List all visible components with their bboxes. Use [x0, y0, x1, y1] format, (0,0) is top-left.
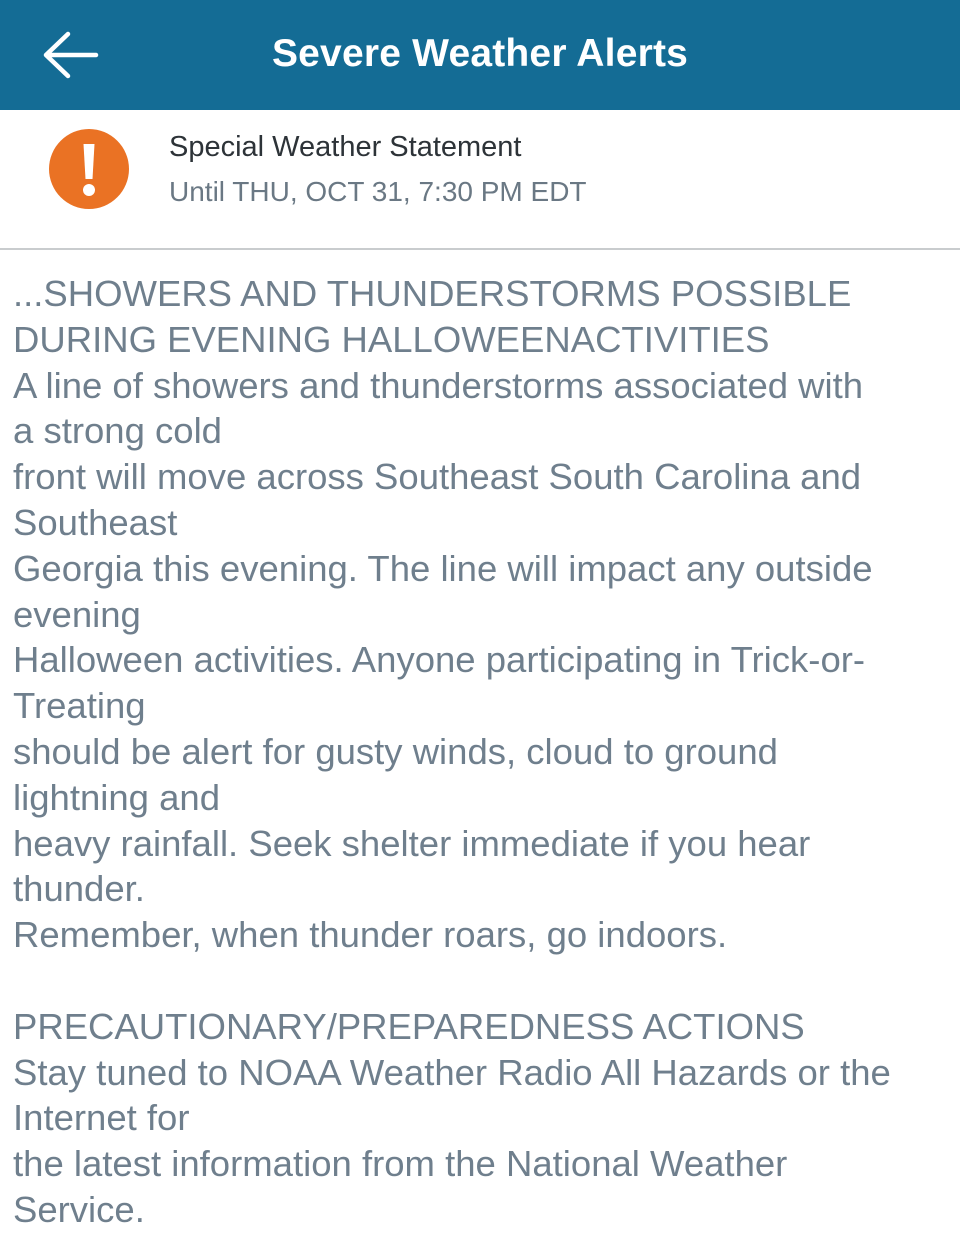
description-line: Stay tuned to NOAA Weather Radio All Hazards or the: [13, 1051, 891, 1093]
description-line: Remember, when thunder roars, go indoors.: [13, 914, 728, 956]
description-line: Halloween activities. Anyone participating in Trick-or-: [13, 639, 866, 681]
exclamation-icon: [49, 129, 129, 209]
description-line: Internet for: [13, 1097, 190, 1139]
description-line: Georgia this evening. The line will impact any outside: [13, 547, 873, 589]
description-line: the latest information from the National Weather: [13, 1143, 788, 1185]
description-line: evening: [13, 593, 141, 635]
description-line: [13, 958, 953, 1004]
alert-expiry: Until THU, OCT 31, 7:30 PM EDT: [169, 176, 587, 207]
description-line: thunder.: [13, 868, 145, 910]
alert-description: [13, 271, 953, 1233]
description-line: Service.: [13, 1188, 145, 1230]
description-line: a strong cold: [13, 410, 222, 452]
description-line: heavy rainfall. Seek shelter immediate if you hear: [13, 822, 811, 864]
page-title: Severe Weather Alerts: [271, 32, 689, 75]
app-header: [0, 0, 960, 110]
description-line: lightning and: [13, 776, 221, 818]
description-line: Southeast: [13, 501, 178, 543]
description-line: should be alert for gusty winds, cloud to ground: [13, 730, 778, 772]
alert-title: Special Weather Statement: [169, 131, 522, 163]
description-line: A line of showers and thunderstorms associated with: [13, 364, 864, 406]
description-line: Treating: [13, 685, 146, 727]
description-line: PRECAUTIONARY/PREPAREDNESS ACTIONS: [13, 1005, 805, 1047]
alert-summary[interactable]: [0, 110, 960, 250]
description-line: DURING EVENING HALLOWEENACTIVITIES: [13, 318, 770, 360]
description-line: front will move across Southeast South Carolina and: [13, 456, 862, 498]
description-line: ...SHOWERS AND THUNDERSTORMS POSSIBLE: [13, 273, 852, 314]
